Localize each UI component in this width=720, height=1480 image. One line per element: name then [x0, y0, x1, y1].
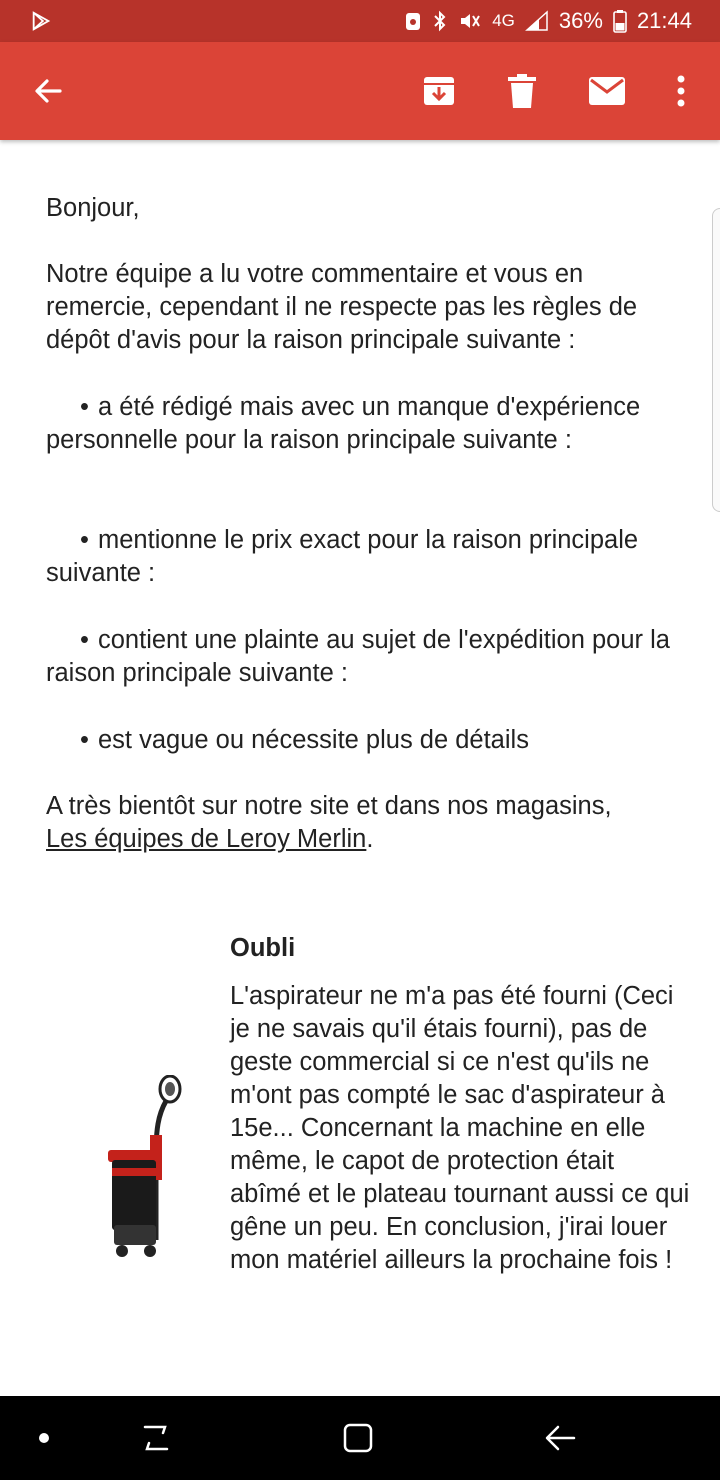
- review-block: [230, 932, 690, 1277]
- battery-icon: [613, 9, 627, 33]
- signoff-text: A très bientôt sur notre site et dans nos magasins,: [46, 792, 612, 820]
- archive-button[interactable]: [414, 66, 464, 116]
- mark-unread-button[interactable]: [582, 66, 632, 116]
- archive-icon: [421, 73, 457, 109]
- status-bar: [0, 0, 720, 42]
- notification-icon: [404, 10, 422, 32]
- navigation-bar: [0, 1396, 720, 1480]
- network-type: 4G: [492, 11, 515, 30]
- list-item: • mentionne le prix exact pour la raison principale suivante :: [46, 526, 639, 587]
- dot-icon: [38, 1432, 50, 1444]
- signoff: [46, 790, 686, 856]
- nav-back-icon: [544, 1423, 576, 1453]
- mail-icon: [588, 76, 626, 106]
- list-item-text: mentionne le prix exact pour la raison principale suivante :: [46, 526, 639, 587]
- battery-percent: 36%: [558, 8, 603, 33]
- clock: 21:44: [636, 8, 692, 33]
- recent-apps-icon: [141, 1423, 171, 1453]
- more-vert-icon: [676, 75, 686, 107]
- nav-dot-button[interactable]: [22, 1416, 66, 1460]
- more-options-button[interactable]: [656, 66, 706, 116]
- recent-apps-button[interactable]: [134, 1416, 178, 1460]
- list-item-text: contient une plainte au sujet de l'expédition pour la raison principale suivante :: [46, 626, 670, 687]
- home-square-icon: [342, 1422, 374, 1454]
- signal-icon: [525, 10, 549, 32]
- delete-button[interactable]: [497, 66, 547, 116]
- back-arrow-icon: [32, 75, 64, 107]
- app-bar: [0, 42, 720, 140]
- play-store-icon: [30, 10, 52, 32]
- bluetooth-icon: [432, 10, 448, 32]
- signature-link[interactable]: Les équipes de Leroy Merlin: [46, 825, 367, 853]
- intro-paragraph: Notre équipe a lu votre commentaire et vous en remercie, cependant il ne respecte pas les règles de dépôt d'avis pour la raison principale suivante :: [46, 260, 638, 354]
- product-image: [100, 1075, 190, 1265]
- home-button[interactable]: [336, 1416, 380, 1460]
- list-item-text: est vague ou nécessite plus de détails: [98, 726, 529, 754]
- signature-end: .: [366, 825, 374, 853]
- greeting: Bonjour,: [46, 194, 140, 222]
- list-item: • contient une plainte au sujet de l'expédition pour la raison principale suivante :: [46, 626, 670, 687]
- list-item: • est vague ou nécessite plus de détails: [79, 726, 529, 754]
- mute-icon: [458, 10, 482, 32]
- delete-icon: [507, 74, 537, 108]
- nav-back-button[interactable]: [538, 1416, 582, 1460]
- back-button[interactable]: [23, 66, 73, 116]
- list-item-text: a été rédigé mais avec un manque d'expérience personnelle pour la raison principale suivante :: [46, 393, 641, 454]
- scrollbar-thumb[interactable]: [712, 208, 720, 512]
- list-item: • a été rédigé mais avec un manque d'expérience personnelle pour la raison principale suivante :: [46, 393, 641, 454]
- review-text: L'aspirateur ne m'a pas été fourni (Ceci je ne savais qu'il étais fourni), pas de geste commercial si ce n'est qu'ils ne m'ont pas compté le sac d'aspirateur à 15e... Concernant la machine en elle même, le capot de protection était abîmé et le plateau tournant aussi ce qui gêne un peu. En conclusion, j'irai louer mon matériel ailleurs la prochaine fois !: [230, 982, 690, 1274]
- review-title: Oubli: [230, 934, 296, 962]
